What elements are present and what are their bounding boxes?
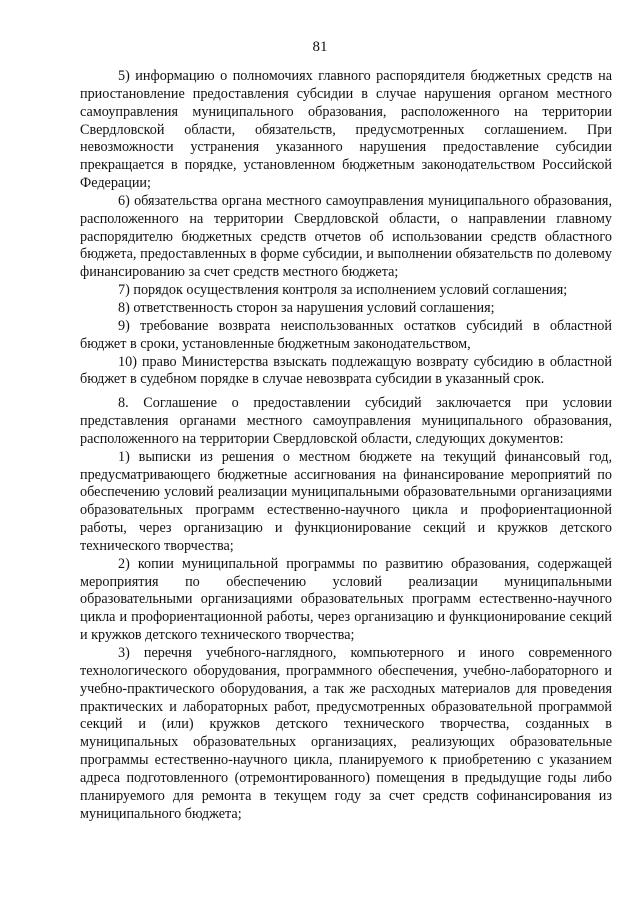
paragraph-item-8: 8) ответственность сторон за нарушения условий соглашения;: [118, 299, 495, 316]
paragraph-item-6: 6) обязательства органа местного самоуправления муниципального образования, расположенного на территории Свердловской области, о направлении главному распорядителю бюджетных средств отчетов об использовании средств областного бюджета, предоставленных в форме субсидии, и выполнении обязательств по долевому финансированию за счет средств местного бюджета;: [80, 192, 612, 281]
paragraph-item-9: 9) требование возврата неиспользованных остатков субсидий в областной бюджет в сроки, установленные бюджетным законодательством,: [80, 317, 612, 352]
document-body: [80, 68, 612, 823]
section-8-paragraph: 8. Соглашение о предоставлении субсидий заключается при условии представления органами местного самоуправления муниципального образования, расположенного на территории Свердловской области, следующих документов:: [80, 395, 612, 447]
document-item-1: 1) выписки из решения о местном бюджете на текущий финансовый год, предусматривающего бюджетные ассигнования на финансирование мероприятий по обеспечению условий реализации муниципальными образовательными организациями образовательных программ естественно-научного цикла и профориентационной работы, через организацию и функционирование секций и кружков детского технического творчества;: [80, 448, 612, 554]
document-item-3: 3) перечня учебного-наглядного, компьютерного и иного современного технологического оборудования, программного обеспечения, учебно-лабораторного и учебно-практического оборудования, а так же расходных материалов для проведения практических и лабораторных работ, предусмотренных образовательной программой секций и (или) кружков детского технического творчества, созданных в муниципальных образовательных организациях, реализующих образовательные программы естественно-научного цикла, планируемого к приобретению с указанием адреса подготовленного (отремонтированного) помещения в предыдущие годы либо планируемого для ремонта в текущем году за счет средств софинансирования из муниципального бюджета;: [80, 645, 612, 822]
document-item-2: 2) копии муниципальной программы по развитию образования, содержащей мероприятия по обеспечению условий реализации муниципальными образовательными организациями образовательных программ естественно-научного цикла и профориентационной работы, через организацию и функционирование секций и кружков детского технического творчества;: [80, 555, 612, 644]
paragraph-item-7: 7) порядок осуществления контроля за исполнением условий соглашения;: [118, 282, 568, 299]
paragraph-item-10: 10) право Министерства взыскать подлежащую возврату субсидию в областной бюджет в судебном порядке в случае невозврата субсидии в указанный срок.: [80, 353, 612, 388]
page-number: 81: [312, 39, 328, 55]
paragraph-item-5: 5) информацию о полномочиях главного распорядителя бюджетных средств на приостановление предоставления субсидии в случае нарушения органом местного самоуправления муниципального образования, расположенного на территории Свердловской области, обязательств, предусмотренных соглашением. При невозможности устранения указанного нарушения предоставление субсидии прекращается в порядке, установленном бюджетным законодательством Российской Федерации;: [80, 68, 612, 192]
